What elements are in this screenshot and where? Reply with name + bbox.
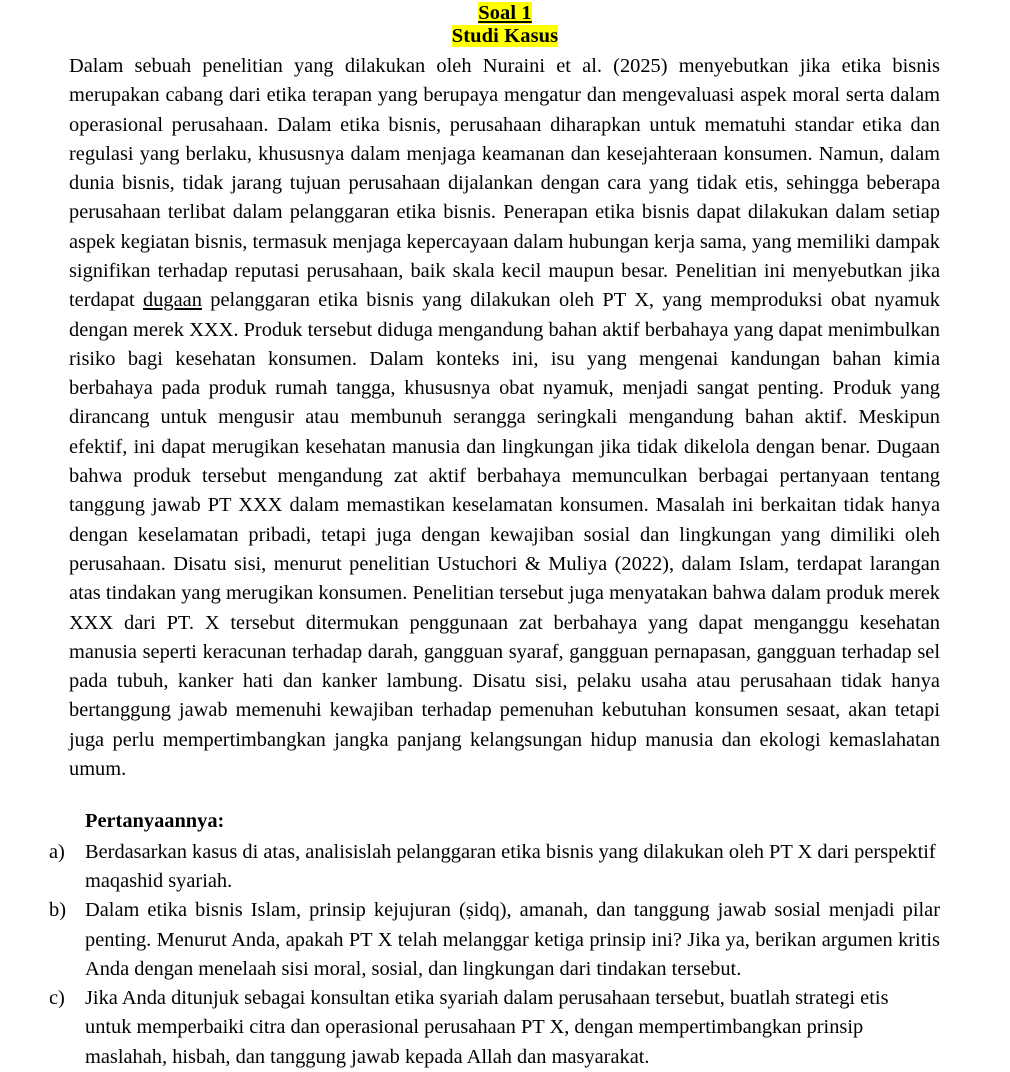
heading-line-2 [0,25,1010,48]
question-marker-b: b) [49,899,66,922]
question-text-c: Jika Anda ditunjuk sebagai konsultan etika syariah dalam perusahaan tersebut, buatlah strategi etis untuk memperbaiki citra dan operasional perusahaan PT X, dengan mempertimbangkan prinsip maslahah, hisbah, dan tanggung jawab kepada Allah dan masyarakat. [85,987,889,1068]
heading-studi-kasus-title: Studi Kasus [451,24,559,47]
paragraph-text-part-1: Dalam sebuah penelitian yang dilakukan oleh Nuraini et al. (2025) menyebutkan jika etika bisnis merupakan cabang dari etika terapan yang berupaya mengatur dan mengevaluasi aspek moral serta dalam operasional perusahaan. Dalam etika bisnis, perusahaan diharapkan untuk mematuhi standar etika dan regulasi yang berlaku, khususnya dalam menjaga keamanan dan kesejahteraan konsumen. Namun, dalam dunia bisnis, tidak jarang tujuan perusahaan dijalankan dengan cara yang tidak etis, sehingga beberapa perusahaan terlibat dalam pelanggaran etika bisnis. Penerapan etika bisnis dapat dilakukan dalam setiap aspek kegiatan bisnis, termasuk menjaga kepercayaan dalam hubungan kerja sama, yang memiliki dampak signifikan terhadap reputasi perusahaan, baik skala kecil maupun besar. Penelitian ini menyebutkan jika terdapat [69,54,940,312]
question-item-a [40,838,940,897]
question-marker-c: c) [49,987,65,1010]
questions-section [0,807,1010,1072]
underlined-keyword-dugaan: dugaan [143,289,202,312]
case-study-paragraph [0,52,1010,784]
question-text-a: Berdasarkan kasus di atas, analisislah pelanggaran etika bisnis yang dilakukan oleh PT X dari perspektif maqashid syariah. [85,840,936,892]
document-heading [0,0,1010,48]
question-marker-a: a) [49,840,65,863]
questions-heading: Pertanyaannya: [85,810,225,833]
question-text-b: Dalam etika bisnis Islam, prinsip kejujuran (ṣidq), amanah, dan tanggung jawab sosial menjadi pilar penting. Menurut Anda, apakah PT X telah melanggar ketiga prinsip ini? Jika ya, berikan argumen kritis Anda dengan menelaah sisi moral, sosial, dan lingkungan dari tindakan tersebut. [85,899,940,980]
heading-line-1 [0,2,1010,25]
heading-soal-title: Soal 1 [478,2,532,24]
paragraph-text-part-2: pelanggaran etika bisnis yang dilakukan oleh PT X, yang memproduksi obat nyamuk dengan merek XXX. Produk tersebut diduga mengandung bahan aktif berbahaya yang dapat menimbulkan risiko bagi kesehatan konsumen. Dalam konteks ini, isu yang mengenai kandungan bahan kimia berbahaya pada produk rumah tangga, khususnya obat nyamuk, menjadi sangat penting. Produk yang dirancang untuk mengusir atau membunuh serangga seringkali mengandung bahan aktif. Meskipun efektif, ini dapat merugikan kesehatan manusia dan lingkungan jika tidak dikelola dengan benar. Dugaan bahwa produk tersebut mengandung zat aktif berbahaya memunculkan berbagai pertanyaan tentang tanggung jawab PT XXX dalam memastikan keselamatan konsumen. Masalah ini berkaitan tidak hanya dengan keselamatan pribadi, tetapi juga dengan kewajiban sosial dan lingkungan yang dimiliki oleh perusahaan. Disatu sisi, menurut penelitian Ustuchori & Muliya (2022), dalam Islam, terdapat larangan atas tindakan yang merugikan konsumen. Penelitian tersebut juga menyatakan bahwa dalam produk merek XXX dari PT. X tersebut ditermukan penggunaan zat berbahaya yang dapat menganggu kesehatan manusia seperti keracunan terhadap darah, gangguan syaraf, gangguan pernapasan, gangguan terhadap sel pada tubuh, kanker hati dan kanker lambung. Disatu sisi, pelaku usaha atau perusahaan tidak hanya bertanggung jawab memenuhi kewajiban terhadap pemenuhan kebutuhan konsumen sesaat, akan tetapi juga perlu mempertimbangkan jangka panjang kelangsungan hidup manusia dan ekologi kemaslahatan umum. [69,289,941,781]
question-item-c [40,984,940,1072]
question-item-b [40,896,940,984]
